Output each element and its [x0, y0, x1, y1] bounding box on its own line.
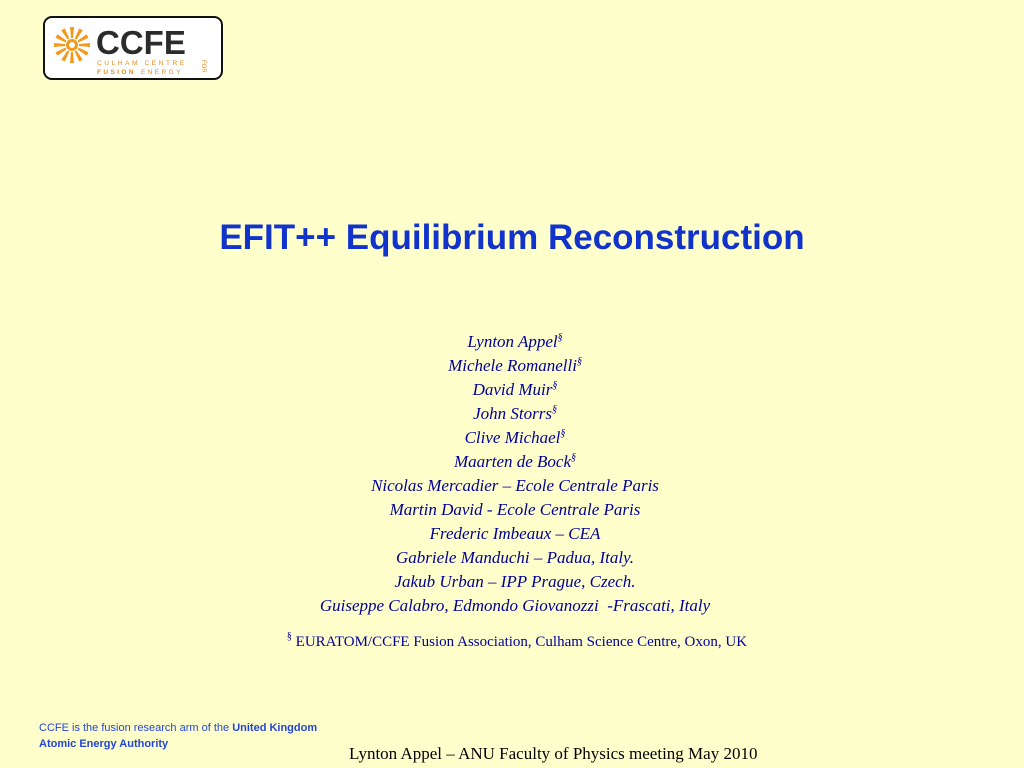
author-item [0, 522, 1024, 546]
author-item [0, 450, 1024, 474]
footer-left-text: CCFE is the fusion research arm of the [39, 722, 233, 734]
author-name: Martin David - Ecole Centrale Paris [389, 500, 641, 519]
author-name: Clive Michael [464, 428, 561, 447]
author-affiliation-mark: § [560, 428, 566, 439]
affiliation-note [0, 631, 1024, 653]
author-item [0, 546, 1024, 570]
author-item [0, 594, 1024, 618]
logo-vertical-text: FOR [200, 60, 206, 73]
footer-presenter-line: Lynton Appel – ANU Faculty of Physics meeting May 2010 [349, 744, 758, 763]
ccfe-logo [43, 16, 223, 80]
author-affiliation-mark: § [571, 452, 577, 463]
footer-left-bold: United Kingdom Atomic Energy Authority [39, 722, 318, 750]
author-item [0, 402, 1024, 426]
author-affiliation-mark: § [576, 356, 582, 367]
author-name: David Muir [472, 380, 553, 399]
author-item [0, 474, 1024, 498]
footer-ukaea-note [39, 720, 329, 752]
ccfe-logo-graphic [45, 18, 221, 78]
slide-title: EFIT++ Equilibrium Reconstruction [219, 218, 805, 257]
author-affiliation-mark: § [552, 380, 558, 391]
author-affiliation-mark: § [557, 332, 563, 343]
author-item [0, 354, 1024, 378]
logo-wordmark: CCFE [96, 24, 186, 61]
author-list [0, 330, 1024, 618]
author-name: Guiseppe Calabro, Edmondo Giovanozzi -Frascati, Italy [319, 596, 711, 615]
author-item [0, 378, 1024, 402]
author-name: Michele Romanelli [448, 356, 577, 375]
logo-line2 [97, 69, 183, 76]
author-item [0, 426, 1024, 450]
sun-icon [54, 27, 90, 63]
author-name: Jakub Urban – IPP Prague, Czech. [394, 572, 636, 591]
author-name: Nicolas Mercadier – Ecole Centrale Paris [371, 476, 659, 495]
author-name: Gabriele Manduchi – Padua, Italy. [396, 548, 634, 567]
author-item [0, 498, 1024, 522]
author-name: Lynton Appel [467, 332, 558, 351]
logo-line2-rest: ENERGY [140, 69, 183, 76]
author-name: John Storrs [473, 404, 552, 423]
logo-line1: CULHAM CENTRE [97, 60, 187, 67]
logo-line2-bold: FUSION [97, 69, 136, 76]
author-affiliation-mark: § [551, 404, 557, 415]
affiliation-mark: § [286, 631, 292, 642]
author-name: Maarten de Bock [453, 452, 572, 471]
author-item [0, 570, 1024, 594]
affiliation-text: EURATOM/CCFE Fusion Association, Culham Science Centre, Oxon, UK [291, 634, 748, 650]
author-item [0, 330, 1024, 354]
author-name: Frederic Imbeaux – CEA [429, 524, 601, 543]
